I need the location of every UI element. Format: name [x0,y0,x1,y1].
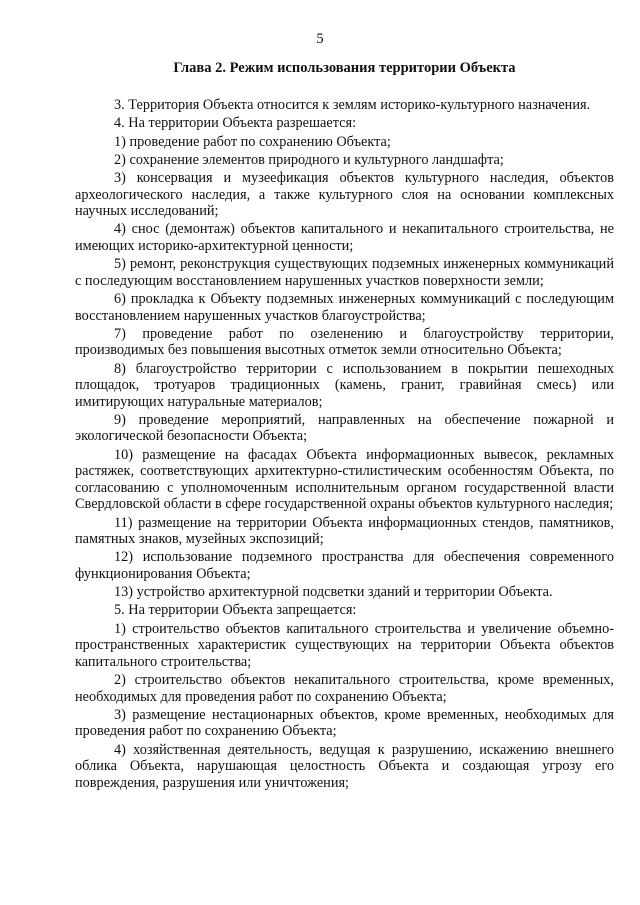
paragraph: 9) проведение мероприятий, направленных на обеспечение пожарной и экологической безопасности Объекта; [75,411,614,445]
chapter-heading: Глава 2. Режим использования территории Объекта [173,60,516,76]
paragraph: 2) строительство объектов некапитального строительства, кроме временных, необходимых для проведения работ по сохранению Объекта; [75,672,614,705]
paragraph: 8) благоустройство территории с использованием в покрытии пешеходных площадок, тротуаров традиционных (камень, гранит, гравийная смесь) или имитирующих натуральные материалов; [75,360,614,410]
page-number: 5 [316,31,324,47]
paragraph: 1) строительство объектов капитального строительства и увеличение объемно-пространственных характеристик существующих на территории Объекта объектов капитального строительства; [75,620,614,670]
paragraph: 5) ремонт, реконструкция существующих подземных инженерных коммуникаций с последующим восстановлением нарушенных участков поверхности земли; [75,256,614,289]
paragraph: 12) использование подземного пространства для обеспечения современного функционирования Объекта; [75,549,614,582]
paragraph: 4) снос (демонтаж) объектов капитального и некапитального строительства, не имеющих историко-архитектурной ценности; [75,221,614,254]
paragraph: 7) проведение работ по озеленению и благоустройству территории, производимых без повышения высотных отметок земли относительно Объекта; [75,325,614,359]
paragraph: 3) консервация и музеефикация объектов культурного наследия, объектов археологического наследия, а также культурного слоя на основании комплексных научных исследований; [75,170,614,220]
paragraph: 4. На территории Объекта разрешается: [114,115,357,132]
paragraph: 13) устройство архитектурной подсветки зданий и территории Объекта. [114,584,553,601]
document-body [75,97,614,793]
paragraph: 1) проведение работ по сохранению Объекта; [114,133,391,150]
paragraph: 4) хозяйственная деятельность, ведущая к разрушению, искажению внешнего облика Объекта, нарушающая целостность Объекта и создающая угрозу его повреждения, разрушения или уничтожения; [75,741,614,791]
paragraph: 3) размещение нестационарных объектов, кроме временных, необходимых для проведения работ по сохранению Объекта; [75,706,614,740]
paragraph: 2) сохранение элементов природного и культурного ландшафта; [114,151,504,168]
paragraph: 11) размещение на территории Объекта информационных стендов, памятников, памятных знаков, музейных экспозиций; [75,514,614,548]
paragraph: 10) размещение на фасадах Объекта информационных вывесок, рекламных растяжек, соответствующих архитектурно-стилистическим особенностям Объекта, по согласованию с уполномоченным исполнительным органом государственной власти Свердловской области в сфере государственной охраны объектов культурного наследия; [75,446,614,513]
paragraph: 3. Территория Объекта относится к землям историко-культурного назначения. [114,97,591,113]
paragraph: 5. На территории Объекта запрещается: [114,602,357,619]
paragraph: 6) прокладка к Объекту подземных инженерных коммуникаций с последующим восстановлением нарушенных участков благоустройства; [75,291,614,324]
